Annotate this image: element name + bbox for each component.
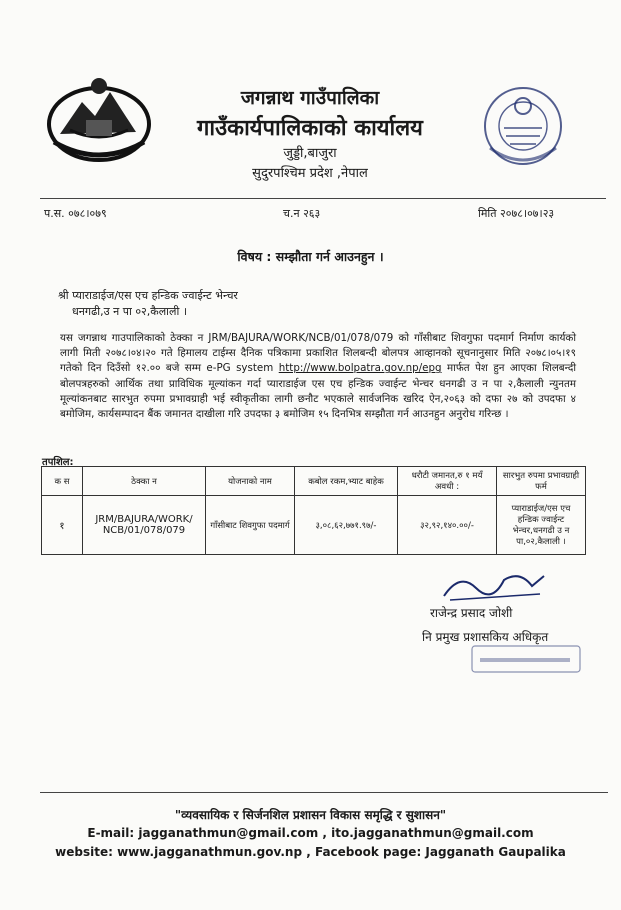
col-sn: क स: [42, 467, 83, 496]
province-country: सुदुरपश्चिम प्रदेश ,नेपाल: [252, 166, 368, 181]
table-row: [42, 496, 586, 555]
nepal-emblem-icon: [40, 72, 158, 164]
col-guarantee: धरौटी जमानत,रु १ मयँ अवधी :: [398, 467, 497, 496]
cell-bid-amount: ३,०८,६२,७७१.९७/-: [295, 496, 398, 555]
col-firm: सारभुत रुपमा प्रभावग्राही फर्म: [497, 467, 586, 496]
cell-sn: १: [42, 496, 83, 555]
col-project-name: योजनाको नाम: [206, 467, 295, 496]
office-name: गाउँकार्यपालिकाको कार्यालय: [197, 116, 423, 141]
municipality-name: जगन्नाथ गाउँपालिका: [240, 87, 380, 109]
recipient-name: श्री प्याराडाईज/एस एच हन्डिक ज्वाईन्ट भेन्चर: [58, 289, 238, 302]
table-header-row: [42, 467, 586, 496]
footer-slogan: "व्यवसायिक र सिर्जनशिल प्रशासन विकास समृद्धि र सुशासन": [174, 808, 447, 822]
office-seal-icon: [464, 84, 582, 168]
signatory-title: नि प्रमुख प्रशासकिय अधिकृत: [422, 630, 549, 644]
letter-ref-number: प.स. ०७८।०७९: [44, 207, 107, 220]
body-paragraph-part2: मार्फत पेश हुन आएका शिलबन्दी बोलपत्रहरुको आर्थिक तथा प्राविधिक मूल्यांकन गर्दा प्याराडाईज एस एच हन्डिक ज्वाईन्ट भेन्चर धनगढी उ न पा २,कैलाली न्युनतम मूल्यांकनबाट सारभुत रुपमा प्रभावग्राही भई स्वीकृतीका लागी छनौट भएकाले सार्वजनिक खरिद ऐन,२०६३ को दफा २७ को उपदफा ४ बमोजिम, कार्यसम्पादन बैंक जमानत दाखीला गरि उपदफा ३ बमोजिम १५ दिनभित्र सम्झौता गर्न आउनहुन अनुरोध गरिन्छ ।: [60, 362, 576, 421]
dispatch-number: च.न २६३: [283, 207, 321, 220]
cell-firm: प्याराडाईज/एस एच हन्डिक ज्वाईन्ट भेन्चर,धनगढी उ न पा,०२,कैलाली ।: [497, 496, 586, 555]
letter-subject: विषय : सम्झौता गर्न आउनहुन ।: [237, 249, 384, 264]
footer-website: website: www.jagganathmun.gov.np , Facebook page: Jagganath Gaupalika: [55, 845, 566, 859]
details-label: तपशिल:: [42, 457, 74, 468]
header-divider: [40, 198, 606, 199]
letter-body: [60, 331, 576, 422]
letter-date: मिति २०७८।०७।२३: [478, 207, 555, 220]
col-bid-amount: कबोल रकम,भ्याट बाहेक: [295, 467, 398, 496]
cell-contract-no: JRM/BAJURA/WORK/ NCB/01/078/079: [83, 496, 206, 555]
cell-project-name: गाँसीबाट शिवगुफा पदमार्ग: [206, 496, 295, 555]
handwritten-signature: [440, 566, 550, 606]
cell-guarantee: ३२,९२,१४०.००/-: [398, 496, 497, 555]
signatory-name: राजेन्द्र प्रसाद जोशी: [430, 606, 513, 620]
epg-link[interactable]: http://www.bolpatra.gov.np/epg: [278, 362, 442, 375]
footer-divider: [40, 792, 608, 793]
official-stamp: [470, 644, 582, 674]
body-paragraph-part1: यस जगन्नाथ गाउपालिकाको ठेक्का न JRM/BAJURA/WORK/NCB/01/078/079 को गाँसीबाट शिवगुफा पदमार्ग निर्माण कार्यको लागी मिती २०७८।०४।२० गते हिमालय टाईम्स दैनिक पत्रिकामा प्रकाशित शिलबन्दी बोलपत्र आव्हानको सूचनानुसार मिति २०७८।०५।१९ गतेको दिन दिउँसो १२.०० बजे सम्म e-PG system: [60, 332, 576, 375]
office-location: जुड्डी,बाजुरा: [283, 146, 337, 161]
footer-email: E-mail: jagganathmun@gmail.com , ito.jagganathmun@gmail.com: [87, 826, 534, 840]
col-contract-no: ठेक्का न: [83, 467, 206, 496]
contract-details-table: [41, 466, 586, 555]
recipient-address: धनगढी,उ न पा ०२,कैलाली ।: [72, 305, 187, 318]
